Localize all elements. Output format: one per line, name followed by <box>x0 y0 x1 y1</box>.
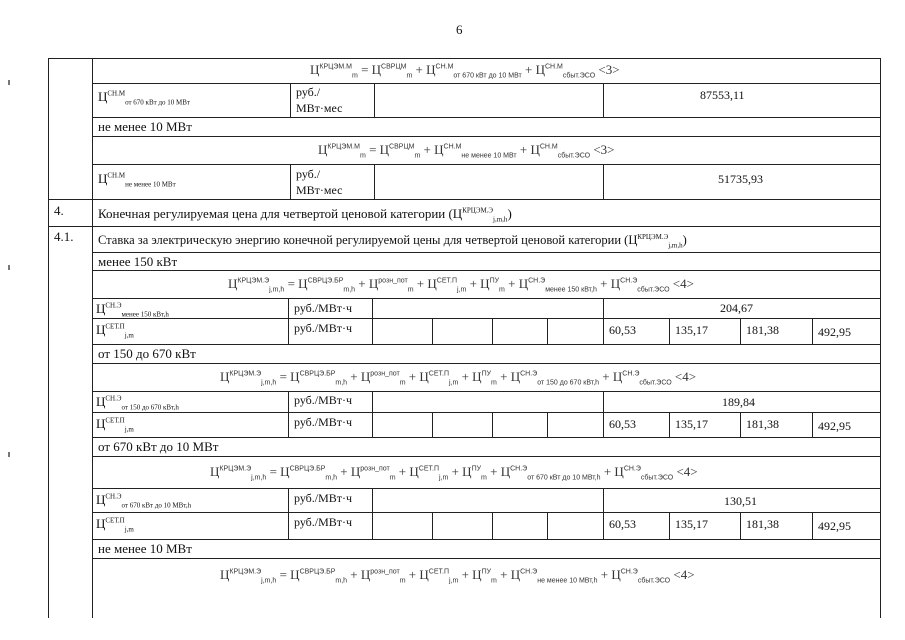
tariff-symbol: $Ц^{СЕТ.П}_{j,m}$ <box>96 322 134 340</box>
row-rule <box>92 83 880 84</box>
group-label: не менее 10 МВт <box>98 541 192 556</box>
col-rule <box>372 391 373 437</box>
col-rule <box>812 512 813 539</box>
col-rule <box>547 512 548 539</box>
group-label: менее 150 кВт <box>98 254 178 269</box>
tariff-symbol: $Ц^{СН.М}_{не менее 10 МВт}$ <box>98 171 176 189</box>
col-rule <box>48 58 49 618</box>
scan-mark <box>8 265 10 270</box>
col-rule <box>288 298 289 344</box>
row-rule <box>92 136 880 137</box>
rate-value: 135,17 <box>675 517 708 531</box>
col-rule <box>374 83 375 117</box>
col-rule <box>740 412 741 437</box>
col-rule <box>603 164 604 199</box>
rate-value: 181,38 <box>746 323 779 337</box>
col-rule <box>603 391 604 437</box>
group-label: от 150 до 670 кВт <box>98 346 196 361</box>
col-rule <box>92 58 93 618</box>
col-rule <box>547 412 548 437</box>
unit-label: МВт·мес <box>296 101 343 115</box>
rate-value: 492,95 <box>818 519 851 533</box>
group-label: от 670 кВт до 10 МВт <box>98 439 219 454</box>
formula-3a: $Ц^{КРЦЭМ.М}_m = Ц^{СВРЦМ}_m + Ц^{СН.М}_{от 670 кВт до 10 МВт} + Ц^{СН.М}_{сбыт.ЭСО} <3>$ <box>310 62 620 80</box>
rate-value: 135,17 <box>675 417 708 431</box>
section-number: 4.1. <box>54 229 74 244</box>
col-rule <box>432 512 433 539</box>
col-rule <box>603 83 604 117</box>
rate-value: 492,95 <box>818 325 851 339</box>
col-rule <box>880 58 881 618</box>
rate-value: 60,53 <box>609 517 636 531</box>
formula-4d: $Ц^{КРЦЭМ.Э}_{j,m,h} = Ц^{СВРЦЭ.БР}_{m,h} + Ц^{розн\_пот}_m + Ц^{СЕТ.П}_{j,m} + Ц^{ПУ}_m + Ц^{СН.Э}_{не менее 10 МВт,h} + Ц^{СН.Э}_{сбыт.ЭСО} <4>$ <box>220 567 695 585</box>
col-rule <box>740 512 741 539</box>
section-title: Ставка за электрическую энергию конечной регулируемой цены для четвертой ценовой категории $(Ц^{КРЦЭМ.Э}_{j,m,h})$ <box>98 232 687 250</box>
unit-label: руб./МВт·ч <box>294 301 353 315</box>
row-rule <box>92 488 880 489</box>
unit-label: руб./МВт·ч <box>294 491 353 505</box>
row-rule <box>92 512 880 513</box>
rate-value: 130,51 <box>724 494 757 508</box>
rate-value: 87553,11 <box>700 88 745 102</box>
row-rule <box>92 391 880 392</box>
formula-3b: $Ц^{КРЦЭМ.М}_m = Ц^{СВРЦМ}_m + Ц^{СН.М}_{не менее 10 МВт} + Ц^{СН.М}_{сбыт.ЭСО} <3>$ <box>318 142 615 160</box>
col-rule <box>812 318 813 344</box>
col-rule <box>432 318 433 344</box>
tariff-symbol: $Ц^{СН.М}_{от 670 кВт до 10 МВт}$ <box>98 89 190 107</box>
col-rule <box>290 83 291 117</box>
group-label: не менее 10 МВт <box>98 119 192 134</box>
unit-label: руб./МВт·ч <box>294 321 353 335</box>
rate-value: 51735,93 <box>718 172 763 186</box>
row-rule <box>48 226 880 227</box>
col-rule <box>603 488 604 539</box>
row-rule <box>92 539 880 540</box>
section-number: 4. <box>54 203 64 218</box>
unit-label: руб./МВт·ч <box>294 415 353 429</box>
rate-value: 135,17 <box>675 323 708 337</box>
col-rule <box>372 298 373 344</box>
col-rule <box>492 318 493 344</box>
row-rule <box>48 58 880 59</box>
row-rule <box>92 270 880 271</box>
tariff-symbol: $Ц^{СН.Э}_{менее 150 кВт,h}$ <box>96 301 169 319</box>
col-rule <box>372 488 373 539</box>
col-rule <box>812 412 813 437</box>
col-rule <box>669 318 670 344</box>
formula-4a: $Ц^{КРЦЭМ.Э}_{j,m,h} = Ц^{СВРЦЭ.БР}_{m,h} + Ц^{розн\_пот}_m + Ц^{СЕТ.П}_{j,m} + Ц^{ПУ}_m + Ц^{СН.Э}_{менее 150 кВт,h} + Ц^{СН.Э}_{сбыт.ЭСО} <4>$ <box>228 276 694 294</box>
unit-label: МВт·мес <box>296 183 343 197</box>
rate-value: 60,53 <box>609 417 636 431</box>
row-rule <box>92 437 880 438</box>
rate-value: 60,53 <box>609 323 636 337</box>
col-rule <box>669 412 670 437</box>
tariff-symbol: $Ц^{СН.Э}_{от 150 до 670 кВт,h}$ <box>96 394 179 412</box>
section-title: Конечная регулируемая цена для четвертой ценовой категории $(Ц^{КРЦЭМ.Э}_{j,m,h})$ <box>98 206 512 224</box>
col-rule <box>290 164 291 199</box>
col-rule <box>288 391 289 437</box>
formula-4b: $Ц^{КРЦЭМ.Э}_{j,m,h} = Ц^{СВРЦЭ.БР}_{m,h} + Ц^{розн\_пот}_m + Ц^{СЕТ.П}_{j,m} + Ц^{ПУ}_m + Ц^{СН.Э}_{от 150 до 670 кВт,h} + Ц^{СН.Э}_{сбыт.ЭСО} <4>$ <box>220 369 697 387</box>
tariff-symbol: $Ц^{СН.Э}_{от 670 кВт до 10 МВт,h}$ <box>96 492 192 510</box>
formula-4c: $Ц^{КРЦЭМ.Э}_{j,m,h} = Ц^{СВРЦЭ.БР}_{m,h} + Ц^{розн\_пот}_m + Ц^{СЕТ.П}_{j,m} + Ц^{ПУ}_m + Ц^{СН.Э}_{от 670 кВт до 10 МВт,h} + Ц^{СН.Э}_{сбыт.ЭСО} <4>$ <box>210 464 698 482</box>
row-rule <box>92 558 880 559</box>
tariff-symbol: $Ц^{СЕТ.П}_{j,m}$ <box>96 516 134 534</box>
rate-value: 204,67 <box>720 301 753 315</box>
col-rule <box>492 412 493 437</box>
row-rule <box>92 412 880 413</box>
col-rule <box>432 412 433 437</box>
rate-value: 189,84 <box>722 395 755 409</box>
unit-label: руб./ <box>296 85 321 99</box>
scan-mark <box>8 452 10 457</box>
rate-value: 181,38 <box>746 417 779 431</box>
col-rule <box>374 164 375 199</box>
row-rule <box>92 344 880 345</box>
unit-label: руб./МВт·ч <box>294 393 353 407</box>
row-rule <box>92 252 880 253</box>
scan-mark <box>8 80 10 85</box>
col-rule <box>547 318 548 344</box>
col-rule <box>492 512 493 539</box>
unit-label: руб./ <box>296 167 321 181</box>
row-rule <box>92 298 880 299</box>
row-rule <box>92 318 880 319</box>
row-rule <box>92 164 880 165</box>
col-rule <box>669 512 670 539</box>
row-rule <box>92 456 880 457</box>
rate-value: 492,95 <box>818 419 851 433</box>
rate-value: 181,38 <box>746 517 779 531</box>
col-rule <box>288 488 289 539</box>
col-rule <box>740 318 741 344</box>
unit-label: руб./МВт·ч <box>294 515 353 529</box>
page-number: 6 <box>456 22 463 37</box>
col-rule <box>603 298 604 344</box>
tariff-symbol: $Ц^{СЕТ.П}_{j,m}$ <box>96 416 134 434</box>
row-rule <box>92 363 880 364</box>
row-rule <box>48 199 880 200</box>
row-rule <box>92 117 880 118</box>
